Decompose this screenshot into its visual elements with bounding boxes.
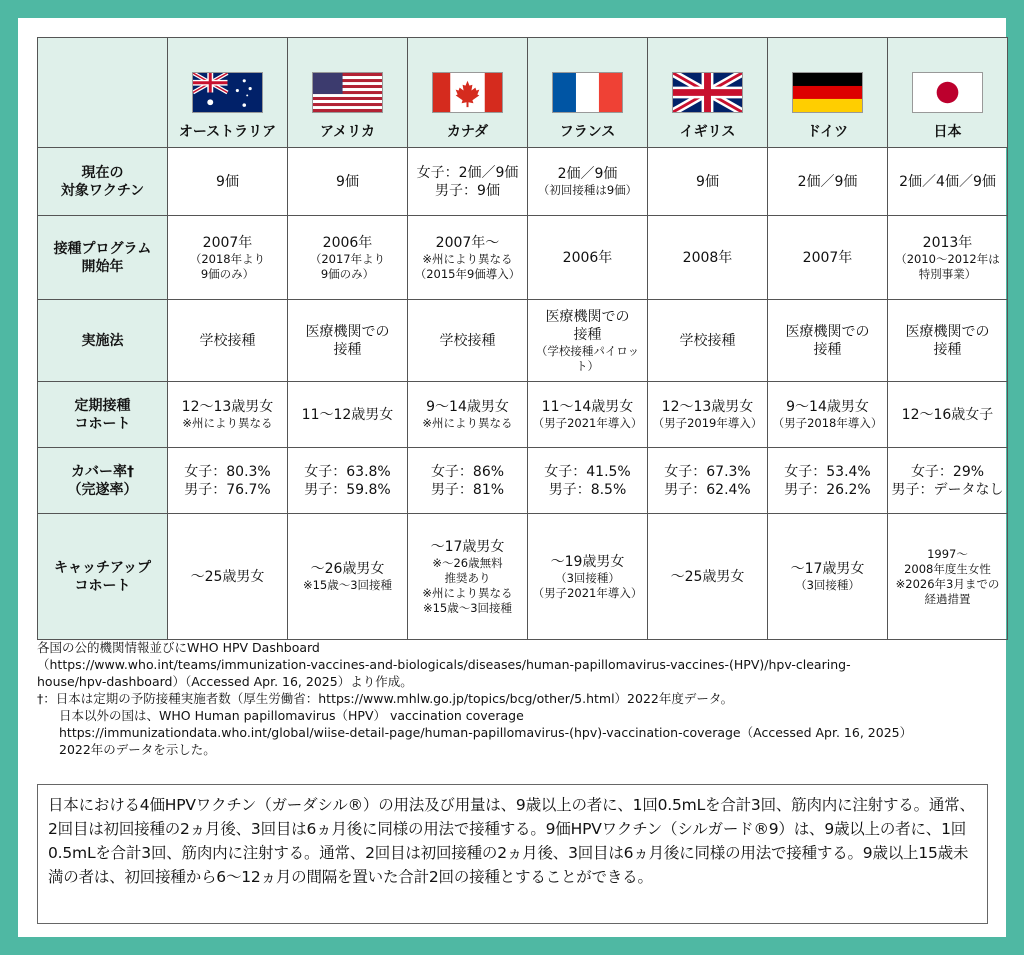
table-row <box>38 216 1008 300</box>
country-name: 日本 <box>933 124 962 140</box>
cell-value: 男子：59.8% <box>304 481 391 498</box>
cell-value: 2007年 <box>802 249 853 266</box>
cell-value: 2価／4価／9価 <box>899 173 996 190</box>
country-uk <box>648 38 768 148</box>
cell-note: 9価のみ） <box>320 266 375 281</box>
table-cell <box>768 448 888 514</box>
cell-value: 2価／9価 <box>797 173 858 190</box>
cell-value: 2013年 <box>922 234 973 251</box>
page-frame <box>18 18 1006 937</box>
cell-value: 男子：8.5% <box>548 481 627 498</box>
cell-value: ～25歳男女 <box>190 568 265 585</box>
source-note-line: （https://www.who.int/teams/immunization-vaccines-and-biologicals/diseases/human-papillomavirus-vaccines-(HPV)/hpv-clearing- <box>37 657 851 672</box>
cell-value: 医療機関での <box>905 323 990 340</box>
table-cell <box>408 148 528 216</box>
table-cell <box>768 216 888 300</box>
cell-note: （2010～2012年は <box>895 251 1000 266</box>
cell-note: （男子2021年導入） <box>532 585 643 600</box>
cell-value: 学校接種 <box>199 332 256 349</box>
table-cell <box>288 448 408 514</box>
source-note-line: 各国の公的機関情報並びにWHO HPV Dashboard <box>37 640 320 655</box>
source-note-line: house/hpv-dashboard）（Accessed Apr. 16, 2025）より作成。 <box>37 674 413 689</box>
usa-flag-icon <box>312 72 383 113</box>
cell-note: ※15歳～3回接種 <box>422 600 513 615</box>
cell-note: （初回接種は9価） <box>537 183 638 197</box>
country-name: カナダ <box>446 124 489 140</box>
row-header <box>38 382 168 448</box>
table-cell <box>888 448 1008 514</box>
dosage-text: 日本における4価HPVワクチン（ガーダシル®）の用法及び用量は、9歳以上の者に、1回0.5mLを合計3回、筋肉内に注射する。通常、2回目は初回接種の2ヵ月後、3回目は6ヵ月後に同様の用法で接種する。9価HPVワクチン（シルガード®9）は、9歳以上の者に、1回0.5mLを合計3回、筋肉内に注射する。通常、2回目は初回接種の2ヵ月後、3回目は6ヵ月後に同様の用法で接種する。9歳以上15歳未満の者は、初回接種から6～12ヵ月の間隔を置いた合計2回の接種とすることができる。 <box>48 796 975 886</box>
cell-value: 接種 <box>813 341 842 358</box>
cell-value: 男子：26.2% <box>784 481 871 498</box>
table-cell <box>408 448 528 514</box>
cell-value: 学校接種 <box>439 332 496 349</box>
table-cell <box>288 514 408 640</box>
table-cell <box>888 300 1008 382</box>
table-cell <box>528 300 648 382</box>
cell-value: 2006年 <box>322 234 373 251</box>
table-body <box>38 148 1008 640</box>
cell-value: 9価 <box>696 173 719 190</box>
table-row <box>38 382 1008 448</box>
table-cell <box>168 216 288 300</box>
cell-value: 12～13歳男女 <box>181 399 274 415</box>
country-germany <box>768 38 888 148</box>
cell-value: 接種 <box>333 341 362 358</box>
cell-note: （2018年より <box>189 251 266 266</box>
cell-value: 医療機関での <box>785 323 870 340</box>
table-cell <box>888 148 1008 216</box>
table-cell <box>288 300 408 382</box>
cell-note: ※州により異なる <box>422 585 513 600</box>
country-name: アメリカ <box>319 124 376 140</box>
cell-value: 男子：9価 <box>435 182 500 199</box>
cell-value: 11～14歳男女 <box>541 399 634 415</box>
table-cell <box>528 514 648 640</box>
cell-note: （男子2019年導入） <box>652 416 763 430</box>
table-cell <box>408 382 528 448</box>
cell-value: 女子：67.3% <box>664 463 751 480</box>
cell-note: 経過措置 <box>924 591 971 606</box>
cell-value: 女子：86% <box>430 463 505 480</box>
table-cell <box>528 448 648 514</box>
country-name: フランス <box>559 124 616 140</box>
table-cell <box>408 300 528 382</box>
table-cell <box>408 216 528 300</box>
cell-note: （男子2018年導入） <box>772 416 883 430</box>
table-cell <box>288 382 408 448</box>
table-row <box>38 148 1008 216</box>
table-cell <box>768 148 888 216</box>
cell-note: 推奨あり <box>444 570 491 585</box>
country-name: オーストラリア <box>178 124 277 140</box>
table-cell <box>528 216 648 300</box>
cell-value: 2008年 <box>682 249 733 266</box>
country-japan <box>888 38 1008 148</box>
japan-flag-icon <box>912 72 983 113</box>
table-row <box>38 300 1008 382</box>
cell-value: 女子：53.4% <box>784 463 871 480</box>
cell-value: ～19歳男女 <box>550 553 625 570</box>
table-cell <box>408 514 528 640</box>
cell-value: 女子：80.3% <box>184 463 271 480</box>
row-header <box>38 216 168 300</box>
cell-value: 9～14歳男女 <box>786 399 869 415</box>
row-header-line: 対象ワクチン <box>60 182 145 199</box>
country-france <box>528 38 648 148</box>
cell-value: 医療機関での <box>305 323 390 340</box>
cell-note: 特別事業） <box>918 266 977 281</box>
france-flag-icon <box>552 72 623 113</box>
cell-note: 2008年度生女性 <box>904 561 991 576</box>
cell-value: 2価／9価 <box>557 166 618 182</box>
table-cell <box>168 300 288 382</box>
country-canada <box>408 38 528 148</box>
header-row <box>38 38 1008 148</box>
row-header-line: （完遂率） <box>67 481 138 498</box>
cell-note: ※州により異なる <box>422 416 513 430</box>
row-header-line: 定期接種 <box>74 397 131 414</box>
cell-value: 女子：2価／9価 <box>416 164 519 181</box>
row-header-line: コホート <box>74 415 131 432</box>
table-cell <box>288 216 408 300</box>
country-name: イギリス <box>679 124 736 140</box>
row-header-line: 開始年 <box>81 258 124 275</box>
row-header-line: カバー率† <box>71 463 134 480</box>
cell-value: 9～14歳男女 <box>426 399 509 415</box>
row-header-line: コホート <box>74 577 131 594</box>
table-cell <box>168 382 288 448</box>
cell-value: 2007年～ <box>435 234 500 251</box>
cell-note: （2015年9価導入） <box>414 266 521 281</box>
table-cell <box>888 382 1008 448</box>
cell-value: ～26歳男女 <box>310 561 385 577</box>
country-name: ドイツ <box>806 124 849 140</box>
table-cell <box>648 382 768 448</box>
cell-note: ※～26歳無料 <box>432 555 503 570</box>
cell-note: （3回接種） <box>795 578 860 592</box>
canada-flag-icon <box>432 72 503 113</box>
uk-flag-icon <box>672 72 743 113</box>
country-usa <box>288 38 408 148</box>
hpv-comparison-table <box>37 37 1008 640</box>
cell-note: （3回接種） <box>555 570 620 585</box>
dagger-note-line: †：日本は定期の予防接種実施者数（厚生労働省：https://www.mhlw.go.jp/topics/bcg/other/5.html）2022年度データ。 <box>37 691 734 706</box>
dagger-note-line: https://immunizationdata.who.int/global/wiise-detail-page/human-papillomavirus-(hpv)-vaccination-coverage（Accessed Apr. 16, 2025） <box>59 725 913 740</box>
table-row <box>38 448 1008 514</box>
table-cell <box>648 514 768 640</box>
row-header-line: 接種プログラム <box>53 240 152 257</box>
cell-value: 男子：62.4% <box>664 481 751 498</box>
cell-value: 接種 <box>933 341 962 358</box>
cell-value: 女子：63.8% <box>304 463 391 480</box>
cell-value: 接種 <box>573 326 602 343</box>
table-cell <box>888 216 1008 300</box>
cell-value: 女子：41.5% <box>544 463 631 480</box>
table-cell <box>888 514 1008 640</box>
cell-value: 男子：81% <box>430 481 505 498</box>
cell-note: ※州により異なる <box>182 416 273 430</box>
cell-value: 医療機関での <box>545 308 630 325</box>
cell-value: ～17歳男女 <box>790 561 865 577</box>
dagger-note-line: 2022年のデータを示した。 <box>59 742 216 757</box>
table-cell <box>528 148 648 216</box>
cell-note: （男子2021年導入） <box>532 416 643 430</box>
row-header-line: 現在の <box>81 164 124 181</box>
cell-value: ～25歳男女 <box>670 568 745 585</box>
cell-note: 1997～ <box>927 546 968 561</box>
table-cell <box>288 148 408 216</box>
cell-note: 9価のみ） <box>200 266 255 281</box>
corner-cell <box>38 38 168 148</box>
cell-value: 9価 <box>336 173 359 190</box>
cell-value: 女子：29% <box>910 463 985 480</box>
cell-value: 12～16歳女子 <box>901 406 994 423</box>
row-header-line: キャッチアップ <box>53 559 152 576</box>
table-cell <box>648 300 768 382</box>
table-cell <box>528 382 648 448</box>
cell-note: （2017年より <box>309 251 386 266</box>
row-header <box>38 514 168 640</box>
cell-note: ※15歳～3回接種 <box>302 578 393 592</box>
table-cell <box>168 448 288 514</box>
table-cell <box>648 448 768 514</box>
row-header <box>38 448 168 514</box>
row-header <box>38 300 168 382</box>
table-cell <box>168 148 288 216</box>
cell-note: （学校接種パイロット） <box>535 343 640 373</box>
cell-value: 2006年 <box>562 249 613 266</box>
cell-value: 男子：データなし <box>891 481 1004 498</box>
cell-value: 11～12歳男女 <box>301 406 394 423</box>
table-cell <box>168 514 288 640</box>
cell-value: 2007年 <box>202 234 253 251</box>
row-header <box>38 148 168 216</box>
table-cell <box>768 300 888 382</box>
table-row <box>38 514 1008 640</box>
table-cell <box>648 148 768 216</box>
cell-note: ※2026年3月までの <box>895 576 1000 591</box>
notes <box>37 639 997 758</box>
table-cell <box>768 514 888 640</box>
cell-value: ～17歳男女 <box>430 538 505 555</box>
australia-flag-icon <box>192 72 263 113</box>
country-australia <box>168 38 288 148</box>
cell-value: 学校接種 <box>679 332 736 349</box>
cell-note: ※州により異なる <box>422 251 513 266</box>
cell-value: 男子：76.7% <box>184 481 271 498</box>
cell-value: 12～13歳男女 <box>661 399 754 415</box>
dosage-info-box <box>37 784 988 924</box>
cell-value: 9価 <box>216 173 239 190</box>
table-cell <box>648 216 768 300</box>
germany-flag-icon <box>792 72 863 113</box>
table-cell <box>768 382 888 448</box>
row-header-line: 実施法 <box>81 332 124 349</box>
dagger-note-line: 日本以外の国は、WHO Human papillomavirus（HPV） vaccination coverage <box>59 708 524 723</box>
